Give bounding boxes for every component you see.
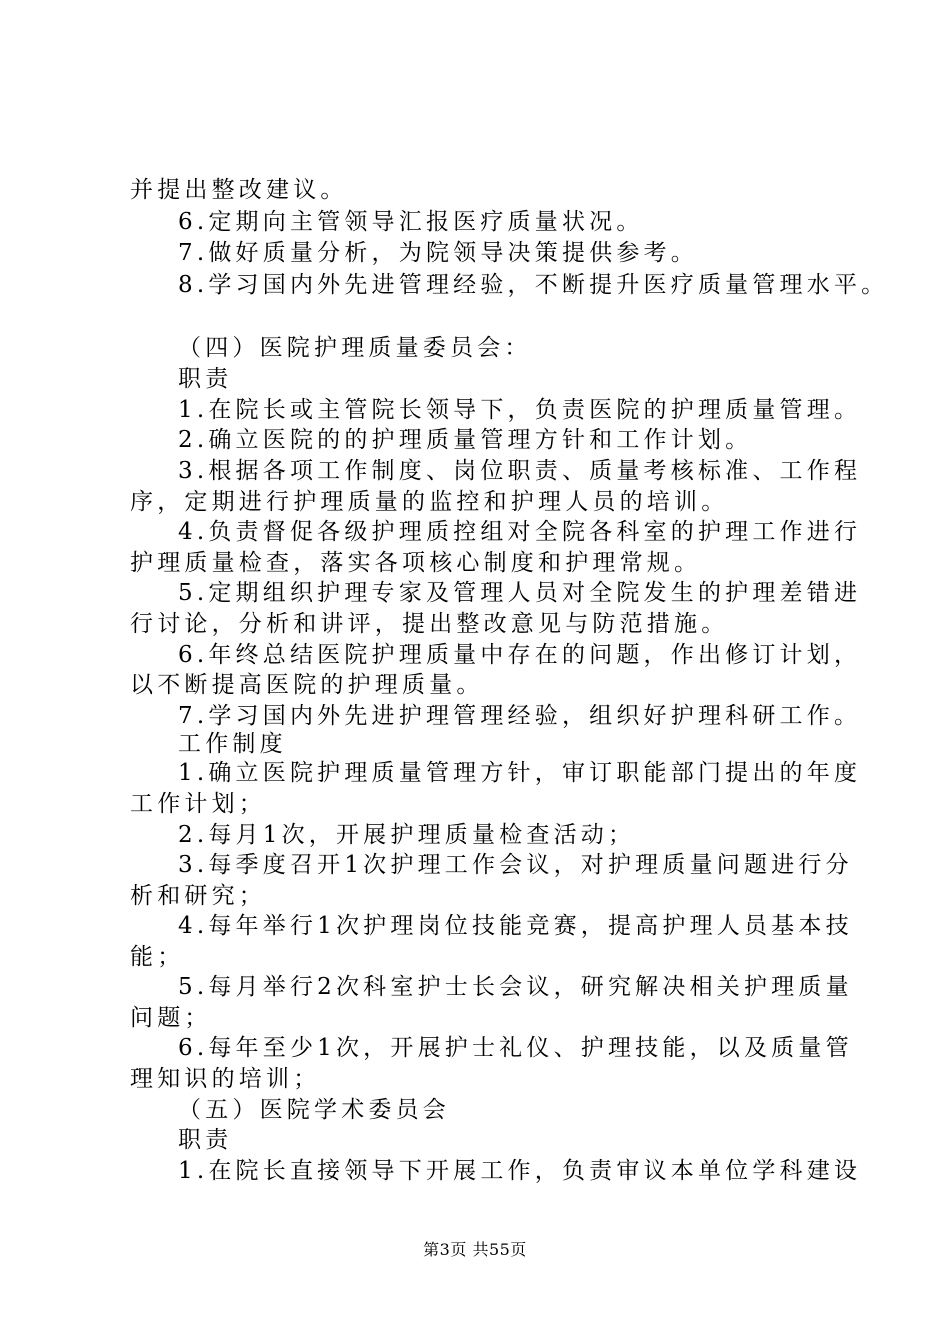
text-line: 1.在院长或主管院长领导下，负责医院的护理质量管理。 <box>178 397 862 423</box>
text-line: 6.年终总结医院护理质量中存在的问题，作出修订计划， <box>178 642 862 668</box>
text-line: 1.确立医院护理质量管理方针，审订职能部门提出的年度 <box>178 760 862 786</box>
section-heading: （四）医院护理质量委员会： <box>178 335 532 361</box>
text-line: 3.根据各项工作制度、岗位职责、质量考核标准、工作程 <box>178 458 862 484</box>
text-line: 4.每年举行1次护理岗位技能竞赛，提高护理人员基本技 <box>178 913 853 939</box>
text-line: 以不断提高医院的护理质量。 <box>130 672 484 698</box>
text-line: 行讨论，分析和讲评，提出整改意见与防范措施。 <box>130 611 729 637</box>
text-line: 2.确立医院的的护理质量管理方针和工作计划。 <box>178 427 753 453</box>
text-line: 护理质量检查，落实各项核心制度和护理常规。 <box>130 550 702 576</box>
text-line: 问题； <box>130 1005 212 1031</box>
subheading: 职责 <box>178 366 233 392</box>
subheading: 工作制度 <box>178 731 287 757</box>
text-line: 6.每年至少1次，开展护士礼仪、护理技能，以及质量管 <box>178 1035 853 1061</box>
text-line: 理知识的培训； <box>130 1066 321 1092</box>
text-line: 5.定期组织护理专家及管理人员对全院发生的护理差错进 <box>178 580 862 606</box>
text-line: 1.在院长直接领导下开展工作，负责审议本单位学科建设 <box>178 1158 862 1184</box>
text-line: 并提出整改建议。 <box>130 177 348 203</box>
subheading: 职责 <box>178 1127 233 1153</box>
text-line: 4.负责督促各级护理质控组对全院各科室的护理工作进行 <box>178 519 862 545</box>
text-line: 工作计划； <box>130 791 266 817</box>
text-line: 7.做好质量分析，为院领导决策提供参考。 <box>178 240 698 266</box>
text-line: 2.每月1次，开展护理质量检查活动； <box>178 822 636 848</box>
text-line: 8.学习国内外先进管理经验，不断提升医疗质量管理水平。 <box>178 272 889 298</box>
text-line: 7.学习国内外先进护理管理经验，组织好护理科研工作。 <box>178 703 862 729</box>
text-line: 析和研究； <box>130 883 266 909</box>
text-line: 序，定期进行护理质量的监控和护理人员的培训。 <box>130 489 729 515</box>
text-line: 6.定期向主管领导汇报医疗质量状况。 <box>178 209 644 235</box>
section-heading: （五）医院学术委员会 <box>178 1097 450 1123</box>
text-line: 5.每月举行2次科室护士长会议，研究解决相关护理质量 <box>178 974 853 1000</box>
text-line: 能； <box>130 944 185 970</box>
text-line: 3.每季度召开1次护理工作会议，对护理质量问题进行分 <box>178 852 853 878</box>
page-number-footer: 第3页 共55页 <box>423 1240 527 1259</box>
